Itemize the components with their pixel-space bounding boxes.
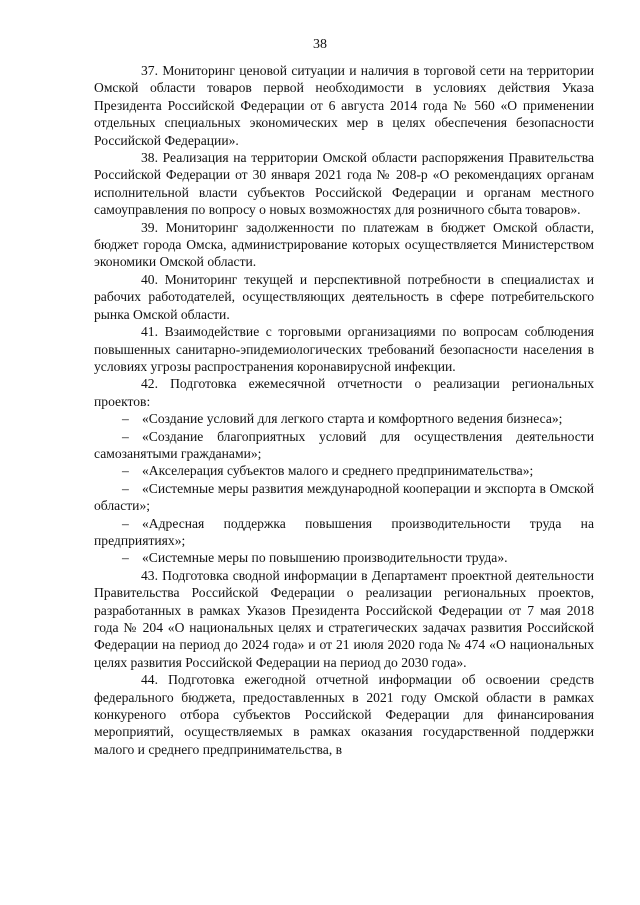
list-item [94,515,594,550]
list-item-text: «Системные меры по повышению производительности труда». [142,550,508,566]
list-item [94,549,594,566]
list-item [94,428,594,463]
list-item-text: «Создание условий для легкого старта и комфортного ведения бизнеса»; [142,411,563,427]
list-item-text: «Системные меры развития международной кооперации и экспорта в Омской области»; [94,480,594,514]
page-number: 38 [313,37,327,52]
dash-marker: – [122,480,129,496]
paragraph-38: 38. Реализация на территории Омской области распоряжения Правительства Российской Федерации от 30 января 2021 года № 208-р «О рекомендациях органам исполнительной власти субъектов Российской Федерации и органам местного самоуправления по вопросу о новых возможностях для розничного сбыта товаров». [94,150,594,218]
dash-marker: – [122,515,129,531]
document-body [94,62,594,758]
list-item [94,480,594,515]
dash-marker: – [122,411,129,427]
paragraph-44: 44. Подготовка ежегодной отчетной информации об освоении средств федерального бюджета, предоставленных в 2021 году Омской области в рамках конкуреного отбора субъектов Российской Федерации для финансирования мероприятий, осуществляемых в рамках оказания государственной поддержки малого и среднего предпринимательства, в [94,672,594,757]
paragraph-43: 43. Подготовка сводной информации в Департамент проектной деятельности Правительства Российской Федерации о реализации региональных проектов, разработанных в рамках Указов Президента Российской Федерации от 7 мая 2018 года № 204 «О национальных целях и стратегических задачах развития Российской Федерации на период до 2024 года» и от 21 июля 2020 года № 474 «О национальных целях развития Российской Федерации на период до 2030 года». [94,567,594,670]
paragraph-40: 40. Мониторинг текущей и перспективной потребности в специалистах и рабочих работодателей, осуществляющих деятельность в сфере потребительского рынка Омской области. [94,271,594,322]
dash-marker: – [122,550,129,566]
list-item [94,410,594,427]
paragraph-41: 41. Взаимодействие с торговыми организациями по вопросам соблюдения повышенных санитарно-эпидемиологических требований безопасности населения в условиях угрозы распространения коронавирусной инфекции. [94,324,594,374]
dash-marker: – [122,428,129,444]
paragraph-37: 37. Мониторинг ценовой ситуации и наличия в торговой сети на территории Омской области товаров первой необходимости в условиях действия Указа Президента Российской Федерации от 6 августа 2014 года № 560 «О применении отдельных специальных экономических мер в целях обеспечения безопасности Российской Федерации». [94,63,594,148]
list-item-text: «Акселерация субъектов малого и среднего предпринимательства»; [142,463,534,479]
list-item-text: «Создание благоприятных условий для осуществления деятельности самозанятыми гражданами»; [94,428,594,461]
dash-marker: – [122,463,129,479]
list-item [94,462,594,479]
list-item-text: «Адресная поддержка повышения производительности труда на предприятиях»; [94,515,594,548]
paragraph-39: 39. Мониторинг задолженности по платежам в бюджет Омской области, бюджет города Омска, администрирование которых осуществляется Министерством экономики Омской области. [94,219,594,270]
paragraph-42: 42. Подготовка ежемесячной отчетности о реализации региональных проектов: [94,376,594,409]
